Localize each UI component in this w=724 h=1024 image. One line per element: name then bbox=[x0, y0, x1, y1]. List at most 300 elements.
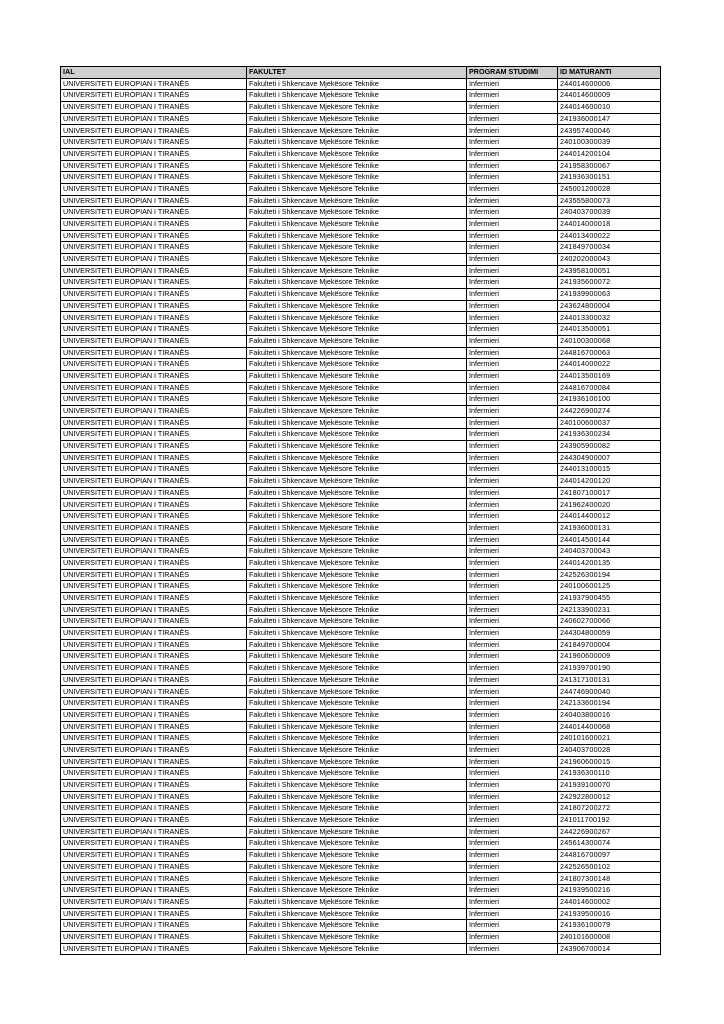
id-cell: 240403700043 bbox=[558, 546, 661, 558]
id-cell: 240202000043 bbox=[558, 254, 661, 266]
id-cell: 244014400068 bbox=[558, 721, 661, 733]
faculty-cell: Fakulteti i Shkencave Mjekësore Teknike bbox=[247, 686, 467, 698]
program-cell: Infermieri bbox=[467, 744, 558, 756]
program-cell: Infermieri bbox=[467, 674, 558, 686]
id-cell: 243957400046 bbox=[558, 125, 661, 137]
table-row bbox=[61, 218, 661, 230]
faculty-cell: Fakulteti i Shkencave Mjekësore Teknike bbox=[247, 417, 467, 429]
institution-cell: UNIVERSITETI EUROPIAN I TIRANËS bbox=[61, 183, 247, 195]
program-cell: Infermieri bbox=[467, 873, 558, 885]
faculty-cell: Fakulteti i Shkencave Mjekësore Teknike bbox=[247, 885, 467, 897]
faculty-cell: Fakulteti i Shkencave Mjekësore Teknike bbox=[247, 628, 467, 640]
program-cell: Infermieri bbox=[467, 324, 558, 336]
program-cell: Infermieri bbox=[467, 651, 558, 663]
table-row bbox=[61, 511, 661, 523]
program-cell: Infermieri bbox=[467, 218, 558, 230]
id-cell: 245001200028 bbox=[558, 183, 661, 195]
table-row bbox=[61, 896, 661, 908]
table-row bbox=[61, 370, 661, 382]
institution-cell: UNIVERSITETI EUROPIAN I TIRANËS bbox=[61, 359, 247, 371]
program-cell: Infermieri bbox=[467, 639, 558, 651]
program-cell: Infermieri bbox=[467, 172, 558, 184]
faculty-cell: Fakulteti i Shkencave Mjekësore Teknike bbox=[247, 534, 467, 546]
institution-cell: UNIVERSITETI EUROPIAN I TIRANËS bbox=[61, 744, 247, 756]
institution-cell: UNIVERSITETI EUROPIAN I TIRANËS bbox=[61, 417, 247, 429]
id-cell: 240100300039 bbox=[558, 137, 661, 149]
table-row bbox=[61, 113, 661, 125]
table-row bbox=[61, 148, 661, 160]
institution-cell: UNIVERSITETI EUROPIAN I TIRANËS bbox=[61, 733, 247, 745]
id-cell: 244746900040 bbox=[558, 686, 661, 698]
program-cell: Infermieri bbox=[467, 604, 558, 616]
id-cell: 244816700063 bbox=[558, 347, 661, 359]
institution-cell: UNIVERSITETI EUROPIAN I TIRANËS bbox=[61, 499, 247, 511]
id-cell: 240100600037 bbox=[558, 417, 661, 429]
table-row bbox=[61, 873, 661, 885]
id-cell: 245614300074 bbox=[558, 838, 661, 850]
institution-cell: UNIVERSITETI EUROPIAN I TIRANËS bbox=[61, 441, 247, 453]
id-cell: 241936300110 bbox=[558, 768, 661, 780]
faculty-cell: Fakulteti i Shkencave Mjekësore Teknike bbox=[247, 277, 467, 289]
faculty-cell: Fakulteti i Shkencave Mjekësore Teknike bbox=[247, 756, 467, 768]
id-cell: 241935600072 bbox=[558, 277, 661, 289]
program-cell: Infermieri bbox=[467, 733, 558, 745]
faculty-cell: Fakulteti i Shkencave Mjekësore Teknike bbox=[247, 148, 467, 160]
faculty-cell: Fakulteti i Shkencave Mjekësore Teknike bbox=[247, 172, 467, 184]
table-row bbox=[61, 826, 661, 838]
id-cell: 240100300068 bbox=[558, 335, 661, 347]
program-cell: Infermieri bbox=[467, 452, 558, 464]
faculty-cell: Fakulteti i Shkencave Mjekësore Teknike bbox=[247, 464, 467, 476]
faculty-cell: Fakulteti i Shkencave Mjekësore Teknike bbox=[247, 394, 467, 406]
institution-cell: UNIVERSITETI EUROPIAN I TIRANËS bbox=[61, 254, 247, 266]
program-cell: Infermieri bbox=[467, 534, 558, 546]
id-cell: 241937900455 bbox=[558, 592, 661, 604]
faculty-cell: Fakulteti i Shkencave Mjekësore Teknike bbox=[247, 405, 467, 417]
table-row bbox=[61, 347, 661, 359]
program-cell: Infermieri bbox=[467, 78, 558, 90]
program-cell: Infermieri bbox=[467, 779, 558, 791]
program-cell: Infermieri bbox=[467, 616, 558, 628]
table-row bbox=[61, 744, 661, 756]
faculty-cell: Fakulteti i Shkencave Mjekësore Teknike bbox=[247, 896, 467, 908]
faculty-cell: Fakulteti i Shkencave Mjekësore Teknike bbox=[247, 744, 467, 756]
program-cell: Infermieri bbox=[467, 826, 558, 838]
faculty-cell: Fakulteti i Shkencave Mjekësore Teknike bbox=[247, 569, 467, 581]
faculty-cell: Fakulteti i Shkencave Mjekësore Teknike bbox=[247, 791, 467, 803]
program-cell: Infermieri bbox=[467, 242, 558, 254]
program-cell: Infermieri bbox=[467, 920, 558, 932]
id-cell: 244816700084 bbox=[558, 382, 661, 394]
faculty-cell: Fakulteti i Shkencave Mjekësore Teknike bbox=[247, 300, 467, 312]
program-cell: Infermieri bbox=[467, 183, 558, 195]
program-cell: Infermieri bbox=[467, 546, 558, 558]
program-cell: Infermieri bbox=[467, 522, 558, 534]
program-cell: Infermieri bbox=[467, 557, 558, 569]
table-row bbox=[61, 604, 661, 616]
program-cell: Infermieri bbox=[467, 230, 558, 242]
faculty-cell: Fakulteti i Shkencave Mjekësore Teknike bbox=[247, 487, 467, 499]
table-row bbox=[61, 920, 661, 932]
institution-cell: UNIVERSITETI EUROPIAN I TIRANËS bbox=[61, 791, 247, 803]
program-cell: Infermieri bbox=[467, 709, 558, 721]
institution-cell: UNIVERSITETI EUROPIAN I TIRANËS bbox=[61, 277, 247, 289]
program-cell: Infermieri bbox=[467, 90, 558, 102]
id-cell: 241960600015 bbox=[558, 756, 661, 768]
faculty-cell: Fakulteti i Shkencave Mjekësore Teknike bbox=[247, 920, 467, 932]
institution-cell: UNIVERSITETI EUROPIAN I TIRANËS bbox=[61, 756, 247, 768]
table-body bbox=[61, 78, 661, 955]
faculty-cell: Fakulteti i Shkencave Mjekësore Teknike bbox=[247, 721, 467, 733]
institution-cell: UNIVERSITETI EUROPIAN I TIRANËS bbox=[61, 347, 247, 359]
table-row bbox=[61, 639, 661, 651]
table-row bbox=[61, 651, 661, 663]
table-row bbox=[61, 487, 661, 499]
faculty-cell: Fakulteti i Shkencave Mjekësore Teknike bbox=[247, 218, 467, 230]
program-cell: Infermieri bbox=[467, 569, 558, 581]
program-cell: Infermieri bbox=[467, 698, 558, 710]
id-cell: 244226900274 bbox=[558, 405, 661, 417]
institution-cell: UNIVERSITETI EUROPIAN I TIRANËS bbox=[61, 709, 247, 721]
institution-cell: UNIVERSITETI EUROPIAN I TIRANËS bbox=[61, 487, 247, 499]
table-row bbox=[61, 931, 661, 943]
table-row bbox=[61, 405, 661, 417]
table-row bbox=[61, 125, 661, 137]
institution-cell: UNIVERSITETI EUROPIAN I TIRANËS bbox=[61, 370, 247, 382]
table-row bbox=[61, 289, 661, 301]
table-row bbox=[61, 476, 661, 488]
id-cell: 244014400012 bbox=[558, 511, 661, 523]
id-cell: 242133900231 bbox=[558, 604, 661, 616]
id-cell: 240403700028 bbox=[558, 744, 661, 756]
institution-cell: UNIVERSITETI EUROPIAN I TIRANËS bbox=[61, 242, 247, 254]
id-cell: 244013500169 bbox=[558, 370, 661, 382]
institution-cell: UNIVERSITETI EUROPIAN I TIRANËS bbox=[61, 873, 247, 885]
table-row bbox=[61, 417, 661, 429]
faculty-cell: Fakulteti i Shkencave Mjekësore Teknike bbox=[247, 452, 467, 464]
table-row bbox=[61, 499, 661, 511]
faculty-cell: Fakulteti i Shkencave Mjekësore Teknike bbox=[247, 733, 467, 745]
institution-cell: UNIVERSITETI EUROPIAN I TIRANËS bbox=[61, 826, 247, 838]
institution-cell: UNIVERSITETI EUROPIAN I TIRANËS bbox=[61, 896, 247, 908]
faculty-cell: Fakulteti i Shkencave Mjekësore Teknike bbox=[247, 815, 467, 827]
header-row bbox=[61, 67, 661, 79]
faculty-cell: Fakulteti i Shkencave Mjekësore Teknike bbox=[247, 160, 467, 172]
program-cell: Infermieri bbox=[467, 370, 558, 382]
table-row bbox=[61, 768, 661, 780]
id-cell: 241960600009 bbox=[558, 651, 661, 663]
institution-cell: UNIVERSITETI EUROPIAN I TIRANËS bbox=[61, 838, 247, 850]
institution-cell: UNIVERSITETI EUROPIAN I TIRANËS bbox=[61, 604, 247, 616]
faculty-cell: Fakulteti i Shkencave Mjekësore Teknike bbox=[247, 113, 467, 125]
table-row bbox=[61, 733, 661, 745]
faculty-cell: Fakulteti i Shkencave Mjekësore Teknike bbox=[247, 102, 467, 114]
id-cell: 244013400022 bbox=[558, 230, 661, 242]
institution-cell: UNIVERSITETI EUROPIAN I TIRANËS bbox=[61, 546, 247, 558]
institution-cell: UNIVERSITETI EUROPIAN I TIRANËS bbox=[61, 429, 247, 441]
faculty-cell: Fakulteti i Shkencave Mjekësore Teknike bbox=[247, 873, 467, 885]
program-cell: Infermieri bbox=[467, 137, 558, 149]
id-cell: 244014200120 bbox=[558, 476, 661, 488]
institution-cell: UNIVERSITETI EUROPIAN I TIRANËS bbox=[61, 160, 247, 172]
table-row bbox=[61, 569, 661, 581]
header-fakultet: FAKULTET bbox=[247, 67, 467, 79]
faculty-cell: Fakulteti i Shkencave Mjekësore Teknike bbox=[247, 441, 467, 453]
program-cell: Infermieri bbox=[467, 207, 558, 219]
faculty-cell: Fakulteti i Shkencave Mjekësore Teknike bbox=[247, 604, 467, 616]
program-cell: Infermieri bbox=[467, 931, 558, 943]
institution-cell: UNIVERSITETI EUROPIAN I TIRANËS bbox=[61, 850, 247, 862]
institution-cell: UNIVERSITETI EUROPIAN I TIRANËS bbox=[61, 908, 247, 920]
program-cell: Infermieri bbox=[467, 441, 558, 453]
program-cell: Infermieri bbox=[467, 803, 558, 815]
institution-cell: UNIVERSITETI EUROPIAN I TIRANËS bbox=[61, 628, 247, 640]
id-cell: 241962400020 bbox=[558, 499, 661, 511]
faculty-cell: Fakulteti i Shkencave Mjekësore Teknike bbox=[247, 230, 467, 242]
table-row bbox=[61, 885, 661, 897]
id-cell: 243958100051 bbox=[558, 265, 661, 277]
institution-cell: UNIVERSITETI EUROPIAN I TIRANËS bbox=[61, 651, 247, 663]
table-row bbox=[61, 908, 661, 920]
id-cell: 241939500216 bbox=[558, 885, 661, 897]
id-cell: 241936100100 bbox=[558, 394, 661, 406]
id-cell: 241936300234 bbox=[558, 429, 661, 441]
id-cell: 243555800073 bbox=[558, 195, 661, 207]
institution-cell: UNIVERSITETI EUROPIAN I TIRANËS bbox=[61, 861, 247, 873]
id-cell: 241849700034 bbox=[558, 242, 661, 254]
faculty-cell: Fakulteti i Shkencave Mjekësore Teknike bbox=[247, 476, 467, 488]
faculty-cell: Fakulteti i Shkencave Mjekësore Teknike bbox=[247, 289, 467, 301]
institution-cell: UNIVERSITETI EUROPIAN I TIRANËS bbox=[61, 569, 247, 581]
table-row bbox=[61, 721, 661, 733]
table-row bbox=[61, 546, 661, 558]
institution-cell: UNIVERSITETI EUROPIAN I TIRANËS bbox=[61, 312, 247, 324]
id-cell: 240403800016 bbox=[558, 709, 661, 721]
id-cell: 244014000018 bbox=[558, 218, 661, 230]
program-cell: Infermieri bbox=[467, 300, 558, 312]
program-cell: Infermieri bbox=[467, 464, 558, 476]
institution-cell: UNIVERSITETI EUROPIAN I TIRANËS bbox=[61, 289, 247, 301]
institution-cell: UNIVERSITETI EUROPIAN I TIRANËS bbox=[61, 265, 247, 277]
id-cell: 241939900063 bbox=[558, 289, 661, 301]
faculty-cell: Fakulteti i Shkencave Mjekësore Teknike bbox=[247, 125, 467, 137]
table-row bbox=[61, 686, 661, 698]
faculty-cell: Fakulteti i Shkencave Mjekësore Teknike bbox=[247, 511, 467, 523]
header-ial: IAL bbox=[61, 67, 247, 79]
program-cell: Infermieri bbox=[467, 581, 558, 593]
institution-cell: UNIVERSITETI EUROPIAN I TIRANËS bbox=[61, 195, 247, 207]
id-cell: 244014600002 bbox=[558, 896, 661, 908]
institution-cell: UNIVERSITETI EUROPIAN I TIRANËS bbox=[61, 557, 247, 569]
table-row bbox=[61, 90, 661, 102]
table-row bbox=[61, 359, 661, 371]
id-cell: 241849700004 bbox=[558, 639, 661, 651]
id-cell: 242526500102 bbox=[558, 861, 661, 873]
program-cell: Infermieri bbox=[467, 382, 558, 394]
program-cell: Infermieri bbox=[467, 861, 558, 873]
institution-cell: UNIVERSITETI EUROPIAN I TIRANËS bbox=[61, 511, 247, 523]
table-row bbox=[61, 592, 661, 604]
program-cell: Infermieri bbox=[467, 254, 558, 266]
table-row bbox=[61, 674, 661, 686]
institution-cell: UNIVERSITETI EUROPIAN I TIRANËS bbox=[61, 698, 247, 710]
institution-cell: UNIVERSITETI EUROPIAN I TIRANËS bbox=[61, 90, 247, 102]
id-cell: 241936000131 bbox=[558, 522, 661, 534]
program-cell: Infermieri bbox=[467, 394, 558, 406]
faculty-cell: Fakulteti i Shkencave Mjekësore Teknike bbox=[247, 183, 467, 195]
program-cell: Infermieri bbox=[467, 160, 558, 172]
faculty-cell: Fakulteti i Shkencave Mjekësore Teknike bbox=[247, 312, 467, 324]
id-cell: 241936000147 bbox=[558, 113, 661, 125]
id-cell: 244816700097 bbox=[558, 850, 661, 862]
id-cell: 241936300151 bbox=[558, 172, 661, 184]
faculty-cell: Fakulteti i Shkencave Mjekësore Teknike bbox=[247, 943, 467, 955]
id-cell: 241939100070 bbox=[558, 779, 661, 791]
program-cell: Infermieri bbox=[467, 359, 558, 371]
institution-cell: UNIVERSITETI EUROPIAN I TIRANËS bbox=[61, 335, 247, 347]
faculty-cell: Fakulteti i Shkencave Mjekësore Teknike bbox=[247, 581, 467, 593]
table-row bbox=[61, 160, 661, 172]
faculty-cell: Fakulteti i Shkencave Mjekësore Teknike bbox=[247, 779, 467, 791]
id-cell: 241958300067 bbox=[558, 160, 661, 172]
institution-cell: UNIVERSITETI EUROPIAN I TIRANËS bbox=[61, 218, 247, 230]
institution-cell: UNIVERSITETI EUROPIAN I TIRANËS bbox=[61, 394, 247, 406]
institution-cell: UNIVERSITETI EUROPIAN I TIRANËS bbox=[61, 522, 247, 534]
institution-cell: UNIVERSITETI EUROPIAN I TIRANËS bbox=[61, 300, 247, 312]
faculty-cell: Fakulteti i Shkencave Mjekësore Teknike bbox=[247, 826, 467, 838]
faculty-cell: Fakulteti i Shkencave Mjekësore Teknike bbox=[247, 207, 467, 219]
table-row bbox=[61, 394, 661, 406]
program-cell: Infermieri bbox=[467, 417, 558, 429]
program-cell: Infermieri bbox=[467, 113, 558, 125]
id-cell: 243906700014 bbox=[558, 943, 661, 955]
id-cell: 244014600006 bbox=[558, 78, 661, 90]
id-cell: 241807200272 bbox=[558, 803, 661, 815]
program-cell: Infermieri bbox=[467, 686, 558, 698]
table-row bbox=[61, 452, 661, 464]
faculty-cell: Fakulteti i Shkencave Mjekësore Teknike bbox=[247, 242, 467, 254]
faculty-cell: Fakulteti i Shkencave Mjekësore Teknike bbox=[247, 663, 467, 675]
table-row bbox=[61, 230, 661, 242]
id-cell: 244014600009 bbox=[558, 90, 661, 102]
table-row bbox=[61, 850, 661, 862]
institution-cell: UNIVERSITETI EUROPIAN I TIRANËS bbox=[61, 779, 247, 791]
institution-cell: UNIVERSITETI EUROPIAN I TIRANËS bbox=[61, 405, 247, 417]
institution-cell: UNIVERSITETI EUROPIAN I TIRANËS bbox=[61, 663, 247, 675]
faculty-cell: Fakulteti i Shkencave Mjekësore Teknike bbox=[247, 546, 467, 558]
faculty-cell: Fakulteti i Shkencave Mjekësore Teknike bbox=[247, 429, 467, 441]
faculty-cell: Fakulteti i Shkencave Mjekësore Teknike bbox=[247, 324, 467, 336]
program-cell: Infermieri bbox=[467, 885, 558, 897]
table-row bbox=[61, 861, 661, 873]
institution-cell: UNIVERSITETI EUROPIAN I TIRANËS bbox=[61, 137, 247, 149]
institution-cell: UNIVERSITETI EUROPIAN I TIRANËS bbox=[61, 581, 247, 593]
program-cell: Infermieri bbox=[467, 429, 558, 441]
institution-cell: UNIVERSITETI EUROPIAN I TIRANËS bbox=[61, 721, 247, 733]
table-row bbox=[61, 838, 661, 850]
institution-cell: UNIVERSITETI EUROPIAN I TIRANËS bbox=[61, 931, 247, 943]
institution-cell: UNIVERSITETI EUROPIAN I TIRANËS bbox=[61, 452, 247, 464]
table-row bbox=[61, 277, 661, 289]
institution-cell: UNIVERSITETI EUROPIAN I TIRANËS bbox=[61, 686, 247, 698]
id-cell: 244013100015 bbox=[558, 464, 661, 476]
institution-cell: UNIVERSITETI EUROPIAN I TIRANËS bbox=[61, 382, 247, 394]
program-cell: Infermieri bbox=[467, 791, 558, 803]
table-row bbox=[61, 172, 661, 184]
faculty-cell: Fakulteti i Shkencave Mjekësore Teknike bbox=[247, 137, 467, 149]
table-row bbox=[61, 335, 661, 347]
faculty-cell: Fakulteti i Shkencave Mjekësore Teknike bbox=[247, 499, 467, 511]
id-cell: 241317100131 bbox=[558, 674, 661, 686]
table-row bbox=[61, 756, 661, 768]
id-cell: 241807300148 bbox=[558, 873, 661, 885]
table-row bbox=[61, 254, 661, 266]
faculty-cell: Fakulteti i Shkencave Mjekësore Teknike bbox=[247, 838, 467, 850]
data-table bbox=[60, 66, 661, 955]
institution-cell: UNIVERSITETI EUROPIAN I TIRANËS bbox=[61, 207, 247, 219]
table-row bbox=[61, 195, 661, 207]
institution-cell: UNIVERSITETI EUROPIAN I TIRANËS bbox=[61, 768, 247, 780]
header-program-studimi: PROGRAM STUDIMI bbox=[467, 67, 558, 79]
faculty-cell: Fakulteti i Shkencave Mjekësore Teknike bbox=[247, 674, 467, 686]
table-row bbox=[61, 616, 661, 628]
faculty-cell: Fakulteti i Shkencave Mjekësore Teknike bbox=[247, 651, 467, 663]
id-cell: 243624800004 bbox=[558, 300, 661, 312]
table-row bbox=[61, 312, 661, 324]
faculty-cell: Fakulteti i Shkencave Mjekësore Teknike bbox=[247, 359, 467, 371]
institution-cell: UNIVERSITETI EUROPIAN I TIRANËS bbox=[61, 920, 247, 932]
faculty-cell: Fakulteti i Shkencave Mjekësore Teknike bbox=[247, 335, 467, 347]
id-cell: 241939500016 bbox=[558, 908, 661, 920]
program-cell: Infermieri bbox=[467, 289, 558, 301]
institution-cell: UNIVERSITETI EUROPIAN I TIRANËS bbox=[61, 803, 247, 815]
institution-cell: UNIVERSITETI EUROPIAN I TIRANËS bbox=[61, 324, 247, 336]
id-cell: 240100600125 bbox=[558, 581, 661, 593]
institution-cell: UNIVERSITETI EUROPIAN I TIRANËS bbox=[61, 476, 247, 488]
program-cell: Infermieri bbox=[467, 347, 558, 359]
id-cell: 244013500051 bbox=[558, 324, 661, 336]
program-cell: Infermieri bbox=[467, 721, 558, 733]
table-row bbox=[61, 265, 661, 277]
program-cell: Infermieri bbox=[467, 148, 558, 160]
institution-cell: UNIVERSITETI EUROPIAN I TIRANËS bbox=[61, 102, 247, 114]
institution-cell: UNIVERSITETI EUROPIAN I TIRANËS bbox=[61, 943, 247, 955]
id-cell: 242133600194 bbox=[558, 698, 661, 710]
institution-cell: UNIVERSITETI EUROPIAN I TIRANËS bbox=[61, 592, 247, 604]
faculty-cell: Fakulteti i Shkencave Mjekësore Teknike bbox=[247, 347, 467, 359]
program-cell: Infermieri bbox=[467, 628, 558, 640]
program-cell: Infermieri bbox=[467, 125, 558, 137]
table-row bbox=[61, 464, 661, 476]
table-row bbox=[61, 441, 661, 453]
institution-cell: UNIVERSITETI EUROPIAN I TIRANËS bbox=[61, 230, 247, 242]
faculty-cell: Fakulteti i Shkencave Mjekësore Teknike bbox=[247, 265, 467, 277]
institution-cell: UNIVERSITETI EUROPIAN I TIRANËS bbox=[61, 172, 247, 184]
program-cell: Infermieri bbox=[467, 499, 558, 511]
id-cell: 244014500144 bbox=[558, 534, 661, 546]
program-cell: Infermieri bbox=[467, 768, 558, 780]
program-cell: Infermieri bbox=[467, 850, 558, 862]
institution-cell: UNIVERSITETI EUROPIAN I TIRANËS bbox=[61, 639, 247, 651]
id-cell: 242922800012 bbox=[558, 791, 661, 803]
id-cell: 244013300032 bbox=[558, 312, 661, 324]
table-row bbox=[61, 207, 661, 219]
table-row bbox=[61, 628, 661, 640]
faculty-cell: Fakulteti i Shkencave Mjekësore Teknike bbox=[247, 698, 467, 710]
table-row bbox=[61, 943, 661, 955]
program-cell: Infermieri bbox=[467, 815, 558, 827]
institution-cell: UNIVERSITETI EUROPIAN I TIRANËS bbox=[61, 674, 247, 686]
